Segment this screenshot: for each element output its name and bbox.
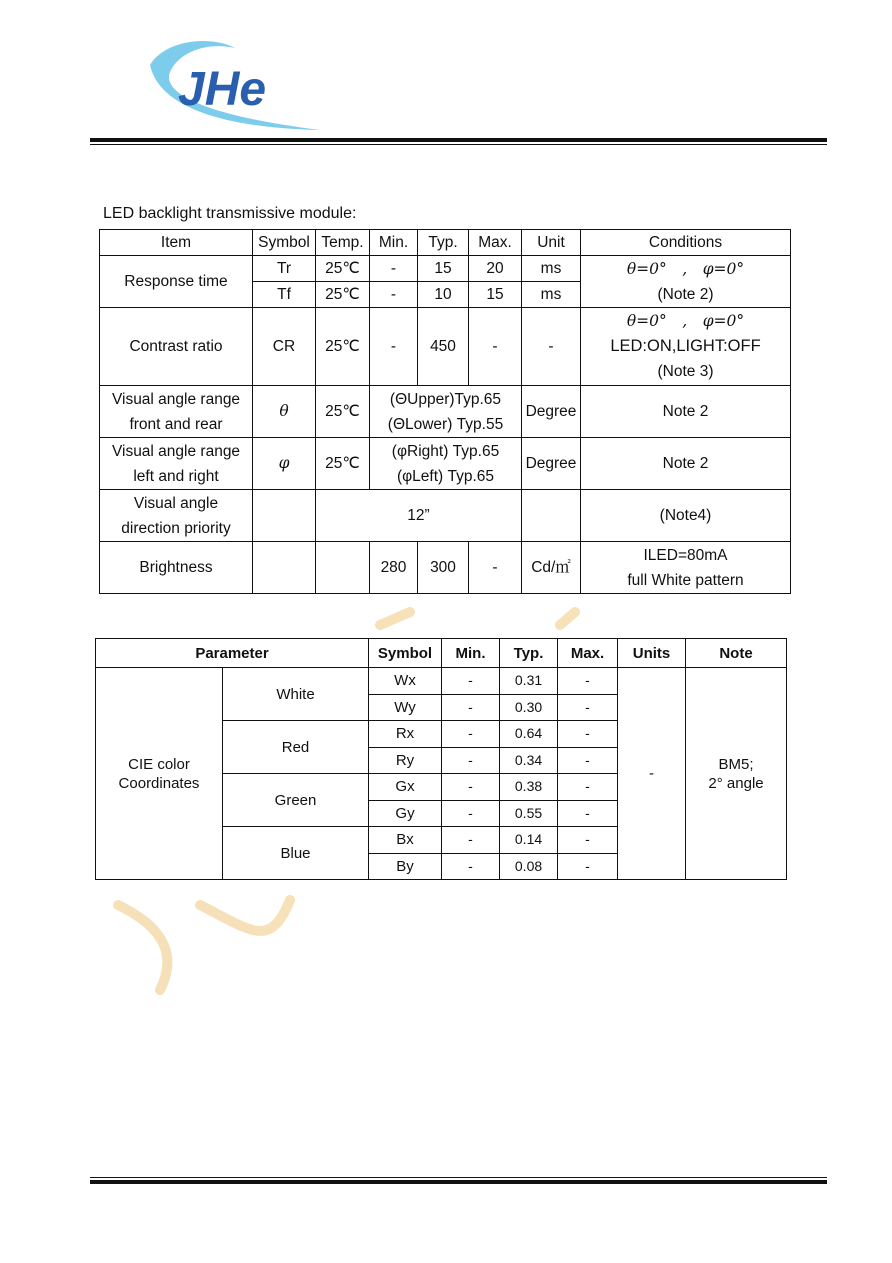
table-row <box>100 542 791 594</box>
note-cell <box>686 668 787 880</box>
max-cell: - <box>469 308 522 386</box>
symbol-cell: Gy <box>369 800 442 827</box>
temp-cell: 25℃ <box>316 256 370 282</box>
max-cell: 15 <box>469 282 522 308</box>
value-line: (ΘLower) Typ.55 <box>387 415 504 433</box>
min-cell: 280 <box>370 542 418 594</box>
symbol-cell: Tr <box>253 256 316 282</box>
item-line: Visual angle range <box>111 442 241 460</box>
typ-cell: 450 <box>418 308 469 386</box>
symbol-cell: Rx <box>369 721 442 748</box>
typ-cell: 0.30 <box>500 694 558 721</box>
note-line: 2° angle <box>708 774 764 792</box>
min-cell: - <box>442 721 500 748</box>
color-group-cell: Blue <box>223 827 369 880</box>
item-cell <box>100 438 253 490</box>
value-cell: 12” <box>316 490 522 542</box>
temp-cell: 25℃ <box>316 386 370 438</box>
condition-line: LED:ON,LIGHT:OFF <box>610 337 761 355</box>
footer-rule-thick <box>90 1180 827 1184</box>
typ-cell: 10 <box>418 282 469 308</box>
col-header: Units <box>618 639 686 668</box>
symbol-cell: Tf <box>253 282 316 308</box>
min-cell: - <box>442 853 500 880</box>
unit-cell: Degree <box>522 386 581 438</box>
max-cell: - <box>558 774 618 801</box>
value-line: (φLeft) Typ.65 <box>396 467 495 485</box>
parameter-line: CIE color <box>128 755 190 773</box>
color-group-cell: Green <box>223 774 369 827</box>
table-row <box>100 490 791 542</box>
max-cell: - <box>558 694 618 721</box>
conditions-cell: Note 2 <box>581 438 791 490</box>
color-group-cell: White <box>223 668 369 721</box>
symbol-cell: θ <box>253 386 316 438</box>
table-header-row <box>100 230 791 256</box>
conditions-cell <box>581 308 791 386</box>
typ-cell: 0.64 <box>500 721 558 748</box>
value-cell <box>370 438 522 490</box>
logo-text: JHe <box>178 63 267 116</box>
table-row <box>100 386 791 438</box>
col-header: Min. <box>370 230 418 256</box>
note-line: BM5; <box>718 755 754 773</box>
temp-cell: 25℃ <box>316 308 370 386</box>
col-header: Unit <box>522 230 581 256</box>
backlight-caption: LED backlight transmissive module: <box>103 205 357 222</box>
parameter-line: Coordinates <box>118 774 200 792</box>
item-cell: Contrast ratio <box>100 308 253 386</box>
symbol-cell: Bx <box>369 827 442 854</box>
symbol-cell: Wx <box>369 668 442 695</box>
symbol-cell: Gx <box>369 774 442 801</box>
conditions-cell: (Note4) <box>581 490 791 542</box>
col-header: Max. <box>558 639 618 668</box>
min-cell: - <box>442 747 500 774</box>
col-header: Typ. <box>500 639 558 668</box>
max-cell: - <box>558 853 618 880</box>
max-cell: - <box>558 668 618 695</box>
symbol-cell <box>253 490 316 542</box>
col-header: Symbol <box>369 639 442 668</box>
symbol-cell: By <box>369 853 442 880</box>
max-cell: - <box>469 542 522 594</box>
symbol-cell: Ry <box>369 747 442 774</box>
unit-cell: - <box>522 308 581 386</box>
typ-cell: 0.38 <box>500 774 558 801</box>
min-cell: - <box>370 308 418 386</box>
max-cell: 20 <box>469 256 522 282</box>
unit-cell: Cd/㎡ <box>522 542 581 594</box>
item-line: Visual angle range <box>111 390 241 408</box>
item-line: front and rear <box>129 415 223 433</box>
min-cell: - <box>442 774 500 801</box>
item-cell <box>100 386 253 438</box>
typ-cell: 300 <box>418 542 469 594</box>
unit-cell: Degree <box>522 438 581 490</box>
item-line: Visual angle <box>133 494 219 512</box>
max-cell: - <box>558 800 618 827</box>
typ-cell: 0.55 <box>500 800 558 827</box>
typ-cell: 0.31 <box>500 668 558 695</box>
col-header: Min. <box>442 639 500 668</box>
condition-line: θ=0° , φ=0° <box>626 259 745 278</box>
header-rule-thick <box>90 138 827 142</box>
col-header: Item <box>100 230 253 256</box>
item-line: direction priority <box>121 519 231 537</box>
unit-cell <box>522 490 581 542</box>
table-row <box>100 256 791 282</box>
typ-cell: 0.14 <box>500 827 558 854</box>
company-logo <box>140 30 340 140</box>
col-header: Note <box>686 639 787 668</box>
footer-rule-thin <box>90 1177 827 1178</box>
header-rule-thin <box>90 144 827 145</box>
typ-cell: 0.08 <box>500 853 558 880</box>
value-line: (ΘUpper)Typ.65 <box>389 390 502 408</box>
min-cell: - <box>442 668 500 695</box>
color-group-cell: Red <box>223 721 369 774</box>
symbol-cell: CR <box>253 308 316 386</box>
temp-cell: 25℃ <box>316 282 370 308</box>
typ-cell: 0.34 <box>500 747 558 774</box>
typ-cell: 15 <box>418 256 469 282</box>
table-row <box>100 308 791 386</box>
cie-table <box>95 638 787 880</box>
max-cell: - <box>558 747 618 774</box>
col-header: Parameter <box>96 639 369 668</box>
item-line: left and right <box>133 467 219 485</box>
conditions-cell <box>581 542 791 594</box>
col-header: Max. <box>469 230 522 256</box>
condition-line: (Note 3) <box>657 363 714 380</box>
value-cell <box>370 386 522 438</box>
condition-line: full White pattern <box>627 571 744 589</box>
item-cell: Brightness <box>100 542 253 594</box>
units-cell: - <box>618 668 686 880</box>
condition-line: θ=0° , φ=0° <box>626 312 745 330</box>
min-cell: - <box>442 827 500 854</box>
col-header: Temp. <box>316 230 370 256</box>
min-cell: - <box>370 256 418 282</box>
parameter-cell <box>96 668 223 880</box>
table-row <box>96 668 787 695</box>
min-cell: - <box>442 694 500 721</box>
symbol-cell <box>253 542 316 594</box>
backlight-table <box>99 229 791 594</box>
item-cell: Response time <box>100 256 253 308</box>
col-header: Typ. <box>418 230 469 256</box>
col-header: Conditions <box>581 230 791 256</box>
symbol-cell: Wy <box>369 694 442 721</box>
item-cell <box>100 490 253 542</box>
temp-cell <box>316 542 370 594</box>
symbol-cell: φ <box>253 438 316 490</box>
col-header: Symbol <box>253 230 316 256</box>
max-cell: - <box>558 827 618 854</box>
condition-line: (Note 2) <box>657 285 714 303</box>
condition-line: ILED=80mA <box>643 546 728 564</box>
temp-cell: 25℃ <box>316 438 370 490</box>
min-cell: - <box>442 800 500 827</box>
max-cell: - <box>558 721 618 748</box>
unit-cell: ms <box>522 256 581 282</box>
conditions-cell: Note 2 <box>581 386 791 438</box>
min-cell: - <box>370 282 418 308</box>
value-line: (φRight) Typ.65 <box>391 442 500 460</box>
table-row <box>100 438 791 490</box>
unit-cell: ms <box>522 282 581 308</box>
conditions-cell <box>581 256 791 308</box>
table-header-row <box>96 639 787 668</box>
